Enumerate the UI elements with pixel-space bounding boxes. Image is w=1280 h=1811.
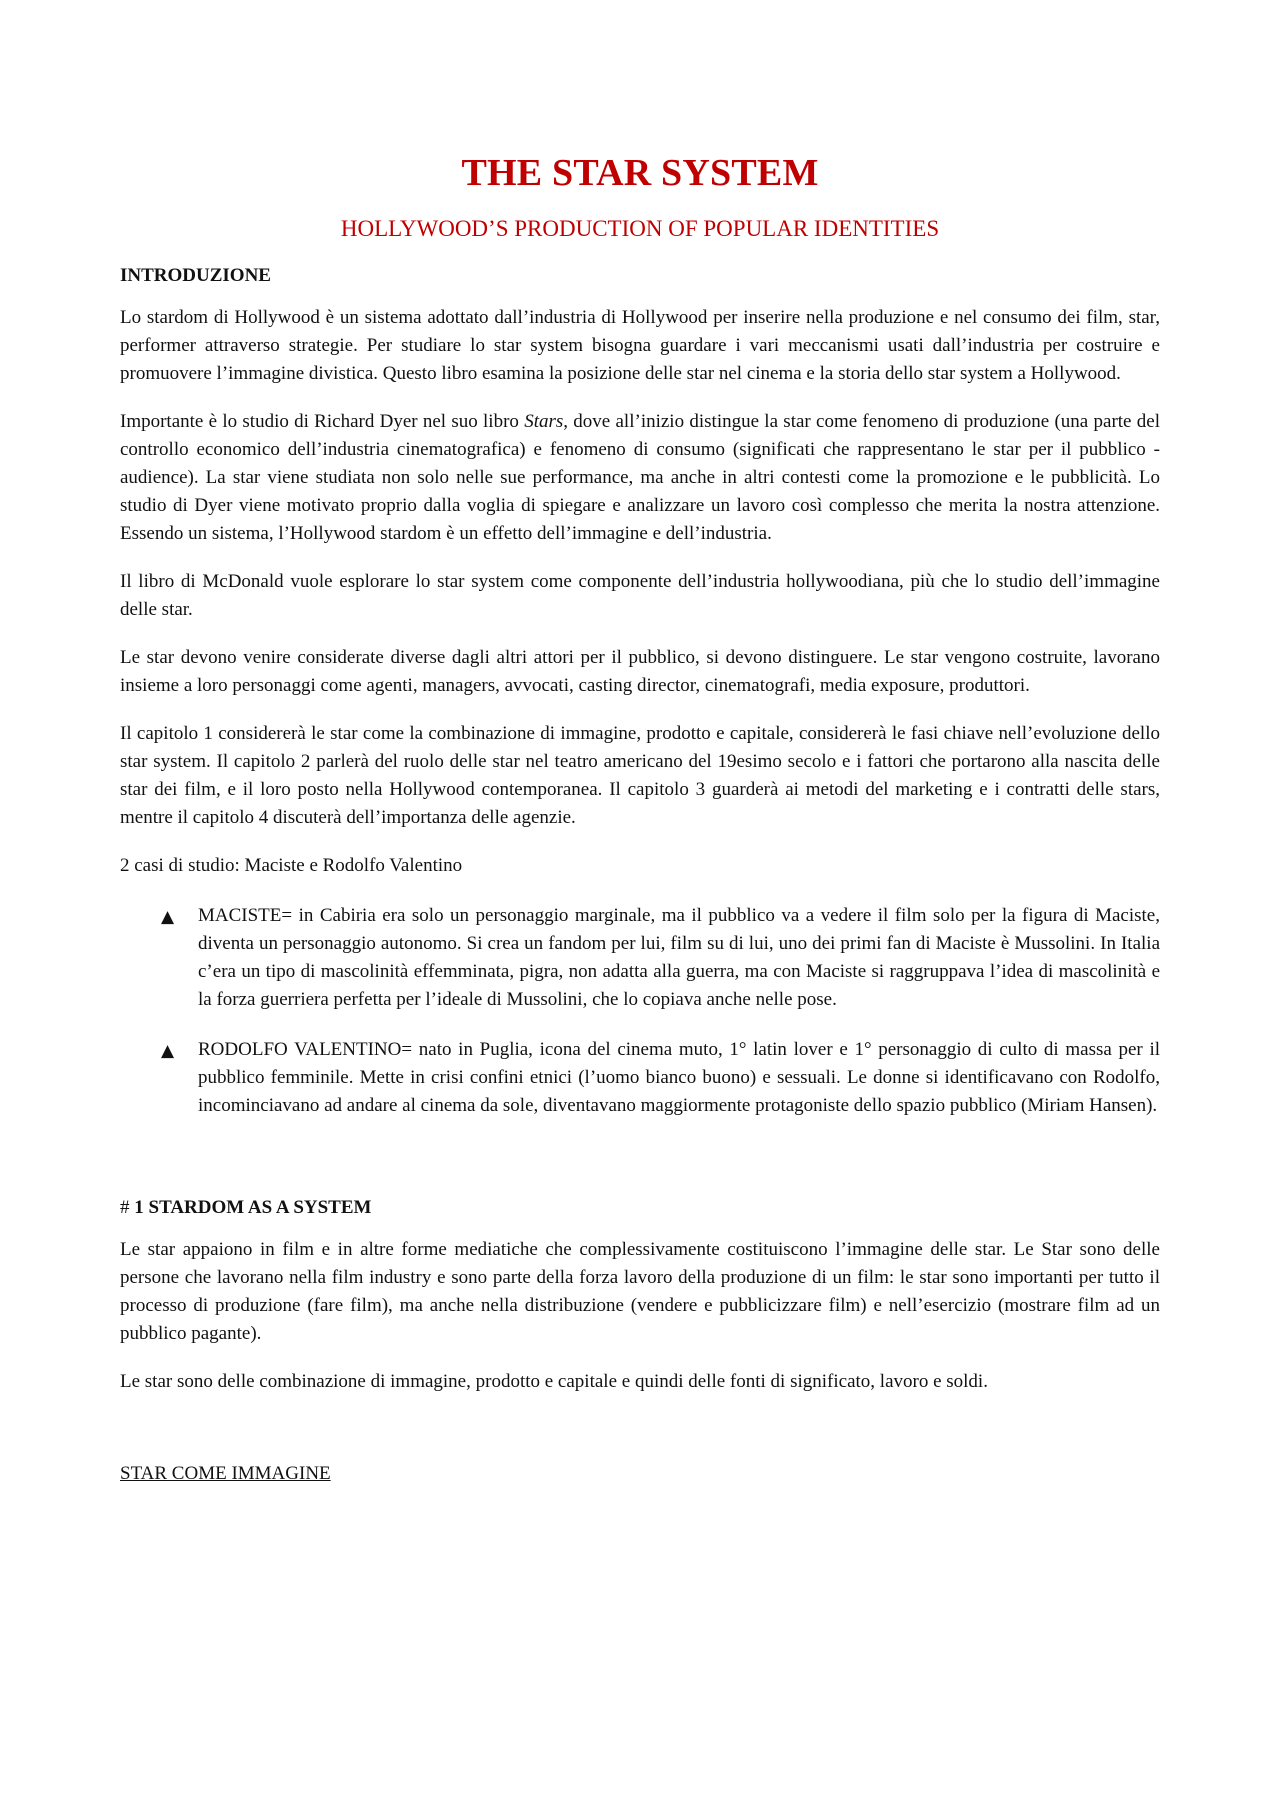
section-heading-text: 1 STARDOM AS A SYSTEM	[134, 1197, 372, 1218]
cases-intro: 2 casi di studio: Maciste e Rodolfo Valentino	[120, 855, 463, 876]
document-title: THE STAR SYSTEM	[461, 152, 819, 194]
document-subtitle: HOLLYWOOD’S PRODUCTION OF POPULAR IDENTITIES	[340, 216, 940, 241]
intro-heading: INTRODUZIONE	[120, 265, 271, 286]
section-heading	[120, 1194, 1160, 1222]
paragraph-2-end: , dove all’inizio distingue la star come fenomeno di produzione (una parte del controllo economico dell’industria cinematografica) e fenomeno di consumo (significati che rappresentano le star per il pubblico - audience). La star viene studiata non solo nelle sue performance, ma anche in altri contesti come la promozione e le pubblicità. Lo studio di Dyer viene motivato proprio dalla voglia di spiegare e analizzare un lavoro così complesso che merita la nostra attenzione. Essendo un sistema, l’Hollywood stardom è un effetto dell’immagine e dell’industria.	[120, 411, 1160, 544]
triangle-bullet-icon: ▲	[161, 1041, 175, 1061]
case-valentino: RODOLFO VALENTINO= nato in Puglia, icona del cinema muto, 1° latin lover e 1° personaggio di culto di massa per il pubblico femminile. Mette in crisi confini etnici (l’uomo bianco buono) e sessuali. Le donne si identificavano con Rodolfo, incominciavano ad andare al cinema da sole, diventavano maggiormente protagoniste dello spazio pubblico (Miriam Hansen).	[198, 1039, 1160, 1116]
list-item	[120, 1036, 1160, 1120]
spacer	[120, 1142, 1160, 1194]
paragraph-2	[120, 408, 1160, 548]
book-title-stars: Stars	[524, 411, 564, 432]
paragraph-1: Lo stardom di Hollywood è un sistema adottato dall’industria di Hollywood per inserire nella produzione e nel consumo dei film, star, performer attraverso strategie. Per studiare lo star system bisogna guardare i vari meccanismi usati dall’industria per costruire e promuovere l’immagine divistica. Questo libro esamina la posizione delle star nel cinema e la storia dello star system a Hollywood.	[120, 307, 1160, 384]
paragraph-3: Il libro di McDonald vuole esplorare lo star system come componente dell’industria hollywoodiana, più che lo studio dell’immagine delle star.	[120, 571, 1160, 620]
case-list	[120, 902, 1160, 1120]
section-hash: #	[120, 1197, 135, 1218]
case-maciste: MACISTE= in Cabiria era solo un personaggio marginale, ma il pubblico va a vedere il film solo per la figura di Maciste, diventa un personaggio autonomo. Si crea un fandom per lui, film su di lui, uno dei primi fan di Maciste è Mussolini. In Italia c’era un tipo di mascolinità effemminata, pigra, non adatta alla guerra, ma con Maciste si raggruppava l’idea di mascolinità e la forza guerriera perfetta per l’ideale di Mussolini, che lo copiava anche nelle pose.	[198, 905, 1160, 1010]
spacer	[120, 1416, 1160, 1460]
subsection-heading: STAR COME IMMAGINE	[120, 1463, 331, 1484]
paragraph-5: Il capitolo 1 considererà le star come la combinazione di immagine, prodotto e capitale, considererà le fasi chiave nell’evoluzione dello star system. Il capitolo 2 parlerà del ruolo delle star nel teatro americano del 19esimo secolo e i fattori che portarono alla nascita delle star dei film, e il loro posto nella Hollywood contemporanea. Il capitolo 3 guarderà ai metodi del marketing e i contratti delle stars, mentre il capitolo 4 discuterà dell’importanza delle agenzie.	[120, 723, 1160, 828]
document-body	[120, 150, 1160, 1488]
list-item	[120, 902, 1160, 1014]
paragraph-6: Le star appaiono in film e in altre forme mediatiche che complessivamente costituiscono l’immagine delle star. Le Star sono delle persone che lavorano nella film industry e sono parte della forza lavoro della produzione di un film: le star sono importanti per tutto il processo di produzione (fare film), ma anche nella distribuzione (vendere e pubblicizzare film) e nell’esercizio (mostrare film ad un pubblico pagante).	[120, 1239, 1160, 1344]
paragraph-7: Le star sono delle combinazione di immagine, prodotto e capitale e quindi delle fonti di significato, lavoro e soldi.	[120, 1371, 988, 1392]
triangle-bullet-icon: ▲	[161, 907, 175, 927]
paragraph-2-start: Importante è lo studio di Richard Dyer nel suo libro	[120, 411, 525, 432]
paragraph-4: Le star devono venire considerate diverse dagli altri attori per il pubblico, si devono distinguere. Le star vengono costruite, lavorano insieme a loro personaggi come agenti, managers, avvocati, casting director, cinematografi, media exposure, produttori.	[120, 647, 1160, 696]
